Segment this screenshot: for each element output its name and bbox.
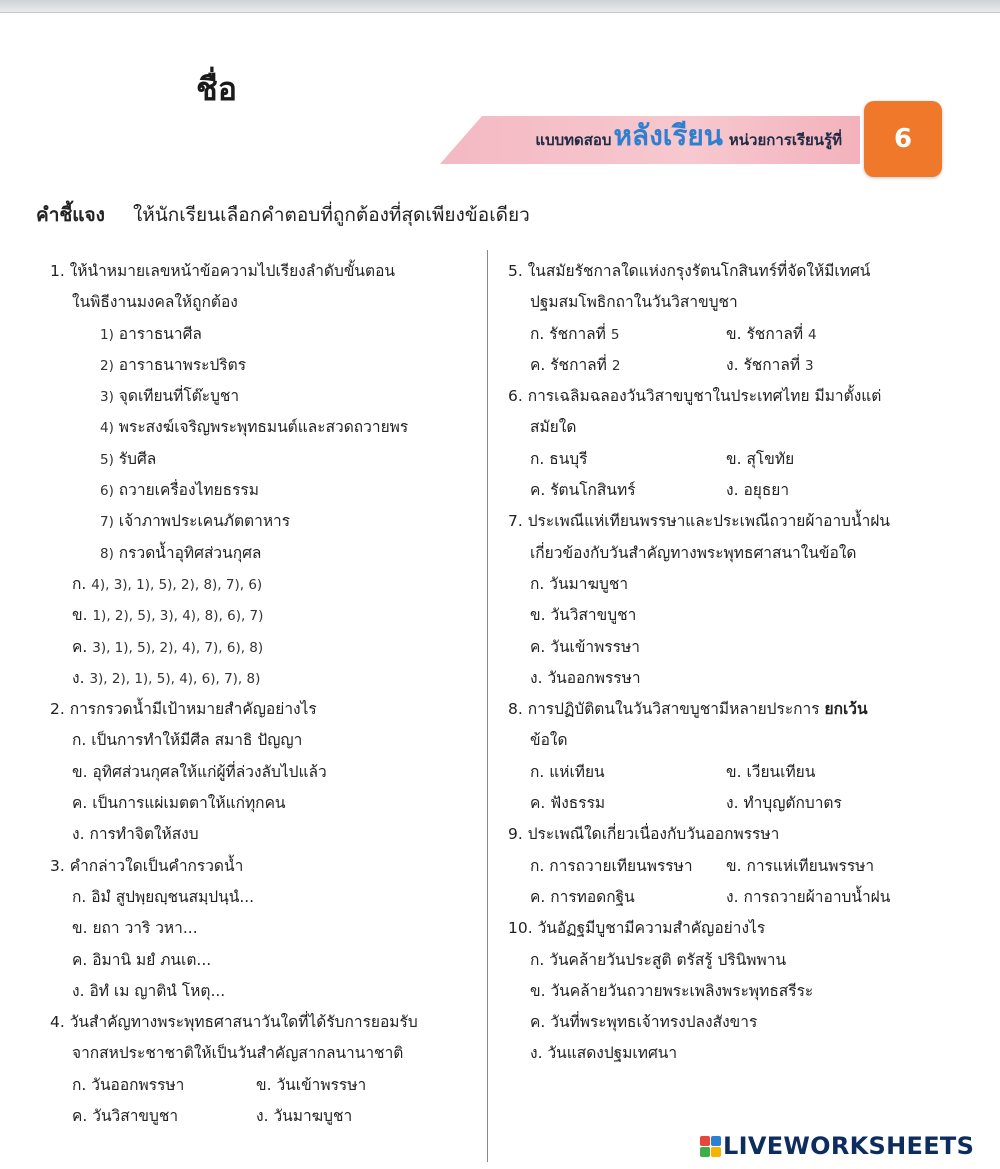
banner-title [535,114,842,158]
q8-choice[interactable]: ก. แห่เทียน [530,762,605,781]
q3-choice[interactable]: ค. อิมานิ มยํ ภนเต... [72,950,212,969]
q7-choice[interactable]: ข. วันวิสาขบูชา [530,606,637,625]
q9-choice[interactable]: ค. การทอดกฐิน [530,887,635,906]
q1-step: 6) ถวายเครื่องไทยธรรม [100,481,259,500]
q1-choice[interactable]: ง. 3), 2), 1), 5), 4), 6), 7), 8) [72,668,261,687]
banner-highlight: หลังเรียน [613,119,723,152]
q4-choice[interactable]: ข. วันเข้าพรรษา [256,1075,367,1094]
q5-stem: 5. ในสมัยรัชกาลใดแห่งกรุงรัตนโกสินทร์ที่จัดให้มีเทศน์ [508,262,871,280]
q1-stem: ในพิธีงานมงคลให้ถูกต้อง [72,293,238,312]
banner-prefix: แบบทดสอบ [535,131,612,149]
q3-choice[interactable]: ข. ยถา วาริ วหา... [72,919,198,938]
q4-choice-row [50,1101,482,1132]
q6-choice-row [508,475,978,506]
q9-choice[interactable]: ก. การถวายเทียนพรรษา [530,856,693,875]
q6-stem: สมัยใด [530,418,577,437]
q7-stem: เกี่ยวข้องกับวันสำคัญทางพระพุทธศาสนาในข้อใด [530,543,857,562]
q1-step: 4) พระสงฆ์เจริญพระพุทธมนต์และสวดถวายพร [100,418,409,437]
q8-stem: 8. การปฏิบัติตนในวันวิสาขบูชามีหลายประการ ยกเว้น [508,700,868,719]
q10-choice[interactable]: ค. วันที่พระพุทธเจ้าทรงปลงสังขาร [530,1013,758,1032]
q1-choice[interactable]: ข. 1), 2), 5), 3), 4), 8), 6), 7) [72,606,264,625]
q4-choice[interactable]: ก. วันออกพรรษา [72,1075,185,1094]
q8-choice[interactable]: ค. ฟังธรรม [530,794,606,813]
q2-choice[interactable]: ค. เป็นการแผ่เมตตาให้แก่ทุกคน [72,794,286,813]
q8-choice-row [508,757,978,788]
q6-choice[interactable]: ค. รัตนโกสินทร์ [530,481,636,500]
q10-stem: 10. วันอัฏฐมีบูชามีความสำคัญอย่างไร [508,919,766,938]
q8-choice[interactable]: ง. ทำบุญตักบาตร [726,794,842,813]
left-column [50,256,482,1132]
liveworksheets-logo [700,1132,974,1160]
q7-choice[interactable]: ง. วันออกพรรษา [530,668,641,687]
top-bar [0,0,1000,13]
q9-stem: 9. ประเพณีใดเกี่ยวเนื่องกับวันออกพรรษา [508,825,780,844]
q5-choice-row [508,350,978,381]
q1-step: 7) เจ้าภาพประเคนภัตตาหาร [100,512,291,531]
q7-choice[interactable]: ค. วันเข้าพรรษา [530,637,640,656]
q4-choice[interactable]: ง. วันมาฆบูชา [256,1107,353,1126]
q10-choice[interactable]: ข. วันคล้ายวันถวายพระเพลิงพระพุทธสรีระ [530,981,814,1000]
q6-choice[interactable]: ก. ธนบุรี [530,449,588,468]
q6-stem: 6. การเฉลิมฉลองวันวิสาขบูชาในประเทศไทย มีมาตั้งแต่ [508,387,882,406]
name-label: ชื่อ [196,70,237,108]
q6-choice[interactable]: ข. สุโขทัย [726,449,795,468]
q3-choice[interactable]: ง. อิทํ เม ญาตินํ โหตุ... [72,981,226,1000]
q8-choice-row [508,788,978,819]
q7-stem: 7. ประเพณีแห่เทียนพรรษาและประเพณีถวายผ้าอาบน้ำฝน [508,512,890,531]
q8-choice[interactable]: ข. เวียนเทียน [726,762,816,781]
column-divider [487,250,488,1162]
q6-choice-row [508,444,978,475]
q1-step: 3) จุดเทียนที่โต๊ะบูชา [100,387,240,406]
q6-choice[interactable]: ง. อยุธยา [726,481,790,500]
q3-choice[interactable]: ก. อิมํ สูปพฺยญฺชนสมฺปนฺนํ... [72,887,255,906]
q3-stem: 3. คำกล่าวใดเป็นคำกรวดน้ำ [50,856,244,875]
logo-text: LIVEWORKSHEETS [723,1132,975,1160]
instructions-label: คำชี้แจง [36,204,105,226]
q1-step: 1) อาราธนาศีล [100,324,202,343]
q4-choice-row [50,1070,482,1101]
q9-choice[interactable]: ง. การถวายผ้าอาบน้ำฝน [726,887,891,906]
q1-choice[interactable]: ค. 3), 1), 5), 2), 4), 7), 6), 8) [72,637,264,656]
q8-stem: ข้อใด [530,731,568,750]
q5-choice[interactable]: ง. รัชกาลที่ 3 [726,355,814,374]
q1-step: 2) อาราธนาพระปริตร [100,355,247,374]
instructions [36,200,530,230]
q4-choice[interactable]: ค. วันวิสาขบูชา [72,1107,179,1126]
q8-stem-emphasis: ยกเว้น [824,700,868,719]
q1-choice[interactable]: ก. 4), 3), 1), 5), 2), 8), 7), 6) [72,574,263,593]
instructions-text: ให้นักเรียนเลือกคำตอบที่ถูกต้องที่สุดเพียงข้อเดียว [132,204,530,226]
banner-suffix: หน่วยการเรียนรู้ที่ [728,131,842,149]
test-banner [440,116,860,164]
q5-choice[interactable]: ข. รัชกาลที่ 4 [726,324,817,343]
q10-choice[interactable]: ก. วันคล้ายวันประสูติ ตรัสรู้ ปรินิพพาน [530,950,787,969]
q1-stem: 1. ให้นำหมายเลขหน้าข้อความไปเรียงลำดับขั้นตอน [50,262,396,280]
q1-step: 8) กรวดน้ำอุทิศส่วนกุศล [100,543,262,562]
q7-choice[interactable]: ก. วันมาฆบูชา [530,574,629,593]
q1-step: 5) รับศีล [100,449,157,468]
q2-stem: 2. การกรวดน้ำมีเป้าหมายสำคัญอย่างไร [50,700,317,719]
q5-choice[interactable]: ค. รัชกาลที่ 2 [530,355,621,374]
q9-choice-row [508,882,978,913]
q9-choice[interactable]: ข. การแห่เทียนพรรษา [726,856,875,875]
q2-choice[interactable]: ก. เป็นการทำให้มีศีล สมาธิ ปัญญา [72,731,303,750]
unit-number-badge: 6 [864,101,942,177]
q5-choice-row [508,319,978,350]
q10-choice[interactable]: ง. วันแสดงปฐมเทศนา [530,1044,678,1063]
right-column [508,256,978,1070]
q2-choice[interactable]: ข. อุทิศส่วนกุศลให้แก่ผู้ที่ล่วงลับไปแล้ว [72,762,327,781]
q9-choice-row [508,851,978,882]
q4-stem: 4. วันสำคัญทางพระพุทธศาสนาวันใดที่ได้รับการยอมรับ [50,1013,418,1032]
q4-stem: จากสหประชาชาติให้เป็นวันสำคัญสากลนานาชาติ [72,1044,404,1063]
liveworksheets-icon [700,1136,721,1157]
q5-stem: ปฐมสมโพธิกถาในวันวิสาขบูชา [530,293,738,312]
q2-choice[interactable]: ง. การทำจิตให้สงบ [72,825,199,844]
q5-choice[interactable]: ก. รัชกาลที่ 5 [530,324,620,343]
